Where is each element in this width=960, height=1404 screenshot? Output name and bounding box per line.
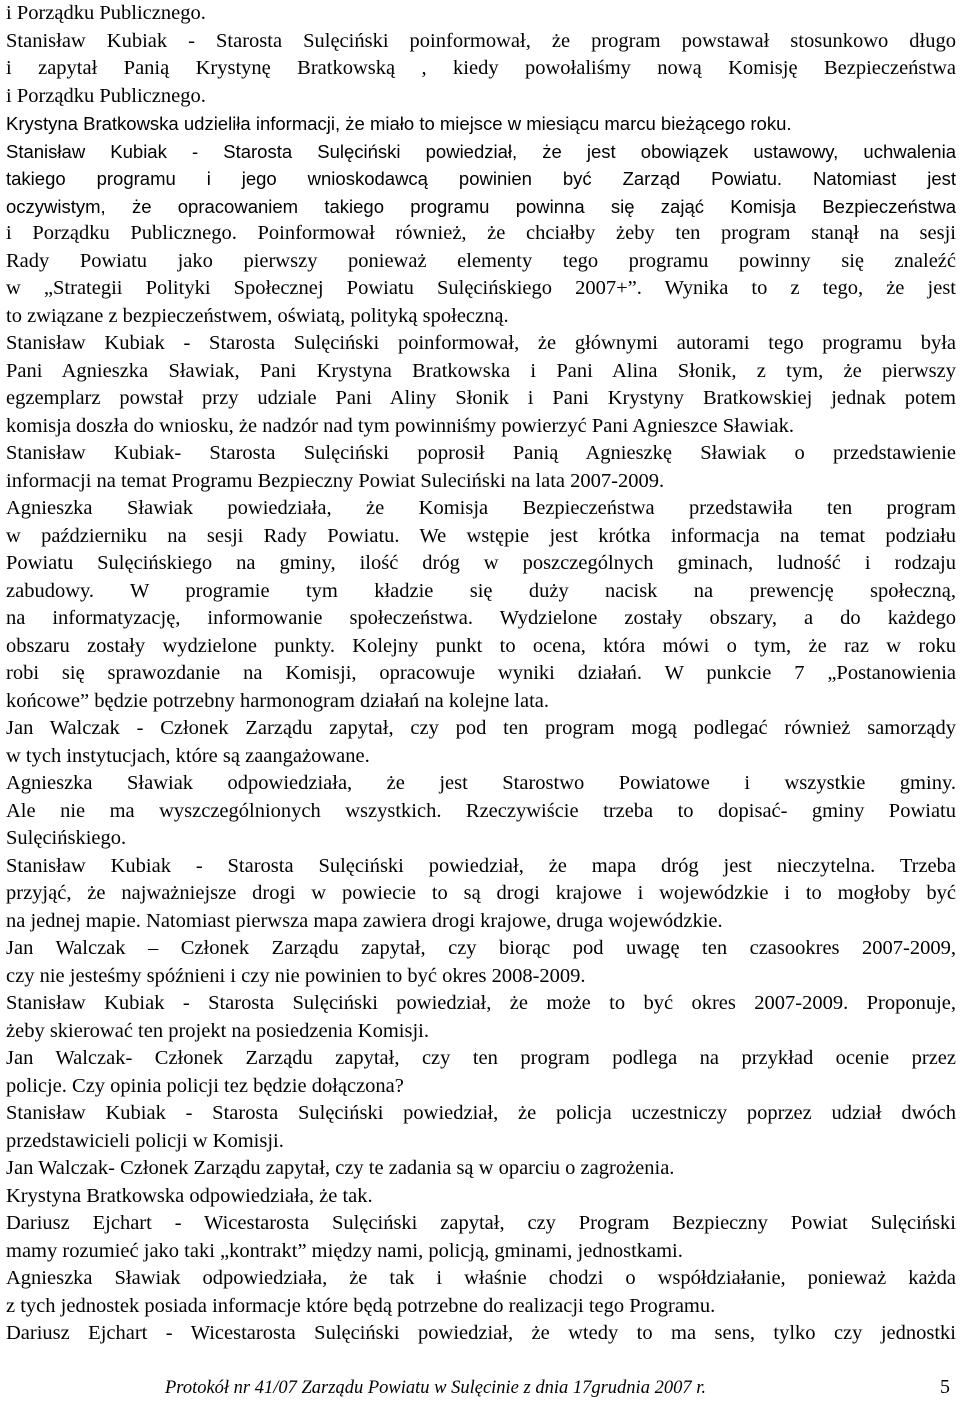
- text-line: Dariusz Ejchart - Wicestarosta Sulęciński zapytał, czy Program Bezpieczny Powiat Sulęciński: [6, 1212, 956, 1234]
- text-line: Sulęcińskiego.: [6, 827, 127, 849]
- text-line: Stanisław Kubiak - Starosta Sulęciński poinformował, że program powstawał stosunkowo długo: [6, 29, 956, 52]
- text-line: Jan Walczak- Członek Zarządu zapytał, czy te zadania są w oparciu o zagrożenia.: [6, 1157, 675, 1179]
- text-line: zabudowy. W programie tym kładzie się duży nacisk na prewencję społeczną,: [6, 579, 956, 602]
- text-line: takiego programu i jego wnioskodawcą powinien być Zarząd Powiatu. Natomiast jest: [6, 168, 956, 189]
- text-line: czy nie jesteśmy spóźnieni i czy nie powinien to być okres 2008-2009.: [6, 964, 586, 987]
- text-line: w październiku na sesji Rady Powiatu. We wstępie jest krótka informacja na temat podziału: [6, 524, 956, 547]
- text-line: Stanisław Kubiak - Starosta Sulęciński powiedział, że policja uczestniczy poprzez udział dwóch: [6, 1102, 956, 1124]
- text-line: Jan Walczak- Członek Zarządu zapytał, czy ten program podlega na przykład ocenie przez: [6, 1047, 956, 1069]
- text-line: końcowe” będzie potrzebny harmonogram działań na kolejne lata.: [6, 689, 550, 712]
- text-line: Agnieszka Sławiak odpowiedziała, że tak i właśnie chodzi o współdziałanie, ponieważ każda: [6, 1267, 956, 1289]
- page-number: 5: [940, 1376, 950, 1398]
- text-line: Krystyna Bratkowska odpowiedziała, że tak.: [6, 1184, 373, 1207]
- text-line: Krystyna Bratkowska udzieliła informacji, że miało to miejsce w miesiącu marcu bieżącego roku.: [6, 113, 792, 134]
- text-line: Powiatu Sulęcińskiego na gminy, ilość dróg w poszczególnych gminach, ludność i rodzaju: [6, 552, 956, 574]
- text-line: i zapytał Panią Krystynę Bratkowską , kiedy powołaliśmy nową Komisję Bezpieczeństwa: [6, 57, 956, 79]
- footer-protocol-reference: Protokół nr 41/07 Zarządu Powiatu w Sulęcinie z dnia 17grudnia 2007 r.: [165, 1378, 706, 1398]
- text-line: przedstawicieli policji w Komisji.: [6, 1129, 284, 1152]
- text-line: na jednej mapie. Natomiast pierwsza mapa zawiera drogi krajowe, druga wojewódzkie.: [6, 909, 723, 932]
- text-line: oczywistym, że opracowaniem takiego programu powinna się zająć Komisja Bezpieczeństwa: [6, 195, 956, 217]
- text-line: w „Strategii Polityki Społecznej Powiatu Sulęcińskiego 2007+”. Wynika to z tego, że jest: [6, 277, 956, 299]
- text-line: Agnieszka Sławiak powiedziała, że Komisja Bezpieczeństwa przedstawiła ten program: [6, 497, 956, 519]
- text-line: w tych instytucjach, które są zaangażowane.: [6, 744, 370, 767]
- text-line: żeby skierować ten projekt na posiedzenia Komisji.: [6, 1019, 429, 1042]
- text-line: Jan Walczak - Członek Zarządu zapytał, czy pod ten program mogą podlegać również samorządy: [6, 717, 956, 739]
- text-line: Stanisław Kubiak - Starosta Sulęciński powiedział, że mapa dróg jest nieczytelna. Trzeba: [6, 854, 956, 877]
- text-line: Ale nie ma wyszczególnionych wszystkich. Rzeczywiście trzeba to dopisać- gminy Powiatu: [6, 799, 956, 822]
- text-line: informacji na temat Programu Bezpieczny Powiat Suleciński na lata 2007-2009.: [6, 469, 665, 492]
- text-line: z tych jednostek posiada informacje które będą potrzebne do realizacji tego Programu.: [6, 1294, 716, 1317]
- text-line: robi się sprawozdanie na Komisji, opracowuje wyniki działań. W punkcie 7 „Postanowienia: [6, 662, 956, 684]
- text-line: Stanisław Kubiak- Starosta Sulęciński poprosił Panią Agnieszkę Sławiak o przedstawienie: [6, 442, 956, 464]
- text-line: mamy rozumieć jako taki „kontrakt” między nami, policją, gminami, jednostkami.: [6, 1239, 683, 1262]
- text-line: przyjąć, że najważniejsze drogi w powiecie to są drogi krajowe i wojewódzkie i to mogłoby być: [6, 882, 956, 904]
- text-line: obszaru zostały wydzielone punkty. Kolejny punkt to ocena, która mówi o tym, że raz w roku: [6, 634, 956, 657]
- text-line: Dariusz Ejchart - Wicestarosta Sulęciński powiedział, że wtedy to ma sens, tylko czy jednostki: [6, 1322, 956, 1344]
- page-footer: [0, 1372, 960, 1402]
- text-line: Agnieszka Sławiak odpowiedziała, że jest Starostwo Powiatowe i wszystkie gminy.: [6, 772, 956, 794]
- document-body: [6, 0, 956, 1348]
- text-line: policje. Czy opinia policji tez będzie dołączona?: [6, 1074, 404, 1097]
- text-line: i Porządku Publicznego.: [6, 2, 206, 24]
- text-line: Stanisław Kubiak - Starosta Sulęciński powiedział, że może to być okres 2007-2009. Proponuje,: [6, 992, 956, 1014]
- text-line: na informatyzację, informowanie społeczeństwa. Wydzielone zostały obszary, a do każdego: [6, 607, 956, 629]
- text-line: Rady Powiatu jako pierwszy ponieważ elementy tego programu powinny się znaleźć: [6, 249, 956, 272]
- text-line: to związane z bezpieczeństwem, oświatą, polityką społeczną.: [6, 304, 509, 327]
- text-line: i Porządku Publicznego. Poinformował również, że chciałby żeby ten program stanął na sesji: [6, 222, 956, 244]
- text-line: Stanisław Kubiak - Starosta Sulęciński poinformował, że głównymi autorami tego programu była: [6, 332, 956, 354]
- text-line: Stanisław Kubiak - Starosta Sulęciński powiedział, że jest obowiązek ustawowy, uchwalenia: [6, 140, 956, 162]
- text-line: Pani Agnieszka Sławiak, Pani Krystyna Bratkowska i Pani Alina Słonik, z tym, że pierwszy: [6, 359, 956, 382]
- text-line: komisja doszła do wniosku, że nadzór nad tym powinniśmy powierzyć Pani Agnieszce Sławiak.: [6, 414, 794, 437]
- text-line: Jan Walczak – Członek Zarządu zapytał, czy biorąc pod uwagę ten czasookres 2007-2009,: [6, 937, 956, 959]
- text-line: egzemplarz powstał przy udziale Pani Aliny Słonik i Pani Krystyny Bratkowskiej jednak potem: [6, 387, 956, 409]
- text-line: i Porządku Publicznego.: [6, 84, 206, 107]
